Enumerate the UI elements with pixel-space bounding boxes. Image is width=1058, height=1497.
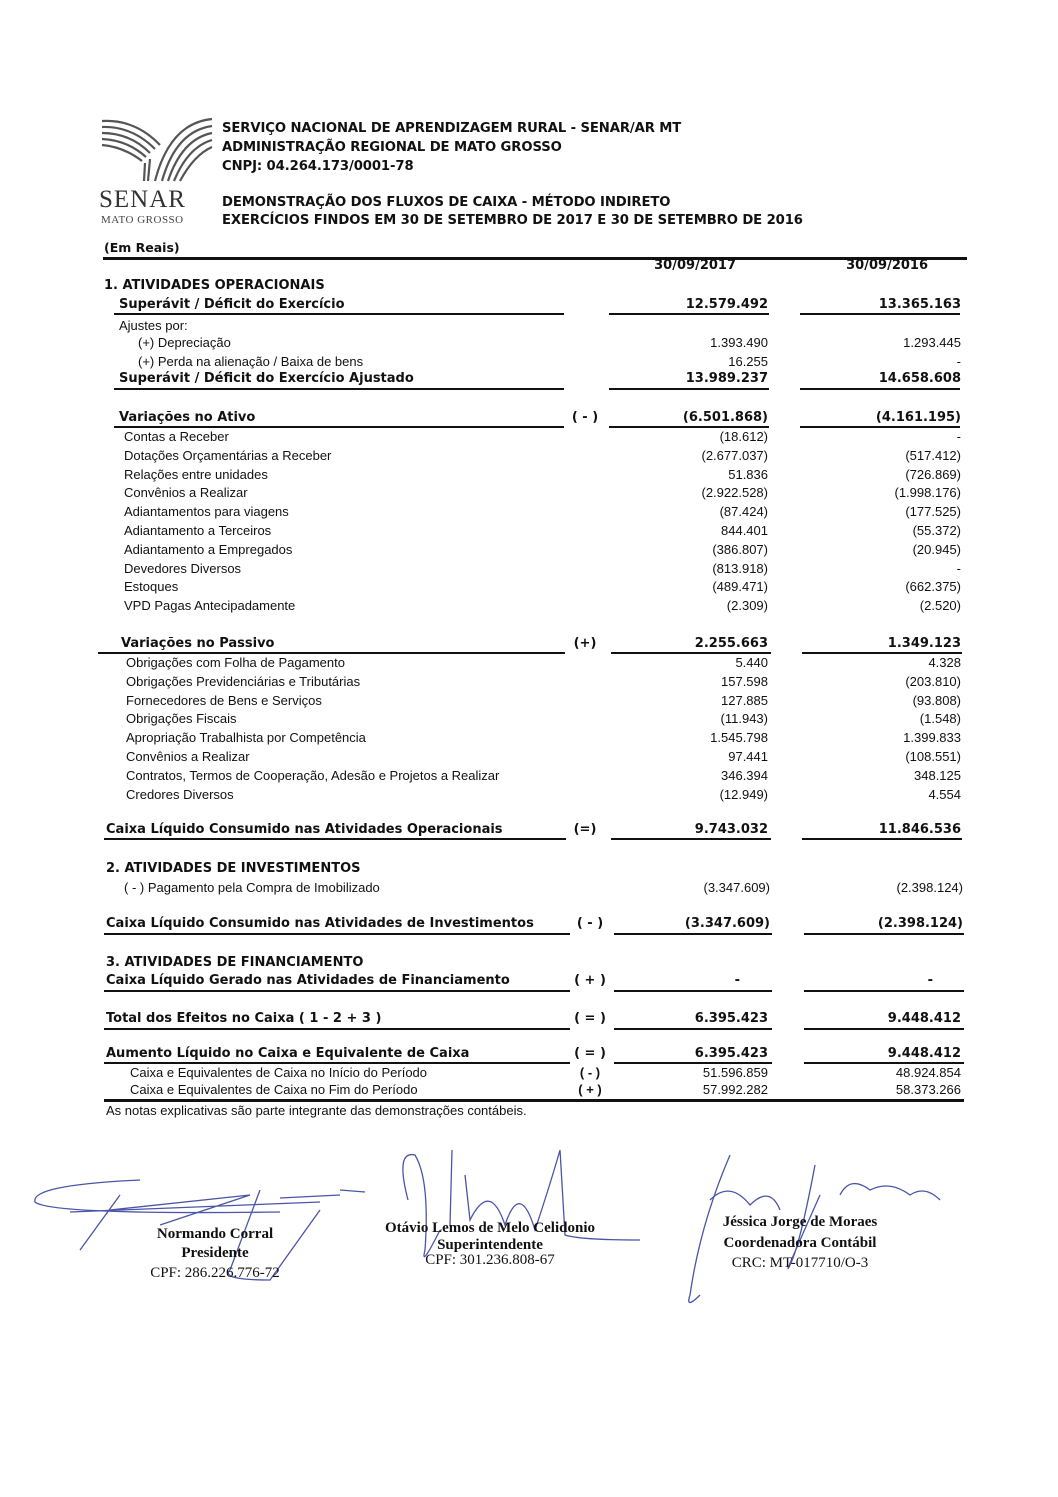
value-2017: (386.807) [712,541,768,557]
value-2017: (6.501.868) [682,410,768,425]
row-label: Estoques [124,579,179,595]
row-label: Total dos Efeitos no Caixa ( 1 - 2 + 3 ) [106,1011,382,1026]
rule [800,388,960,390]
value-2016: 4.554 [928,786,961,802]
value-2017: 57.992.282 [702,1082,768,1097]
operator-sign: ( - ) [579,1065,601,1080]
value-2016: (726.869) [905,466,961,482]
row-label: Adiantamento a Terceiros [124,523,272,538]
signatory-role: Superintendente [437,1237,543,1253]
value-2016: (108.551) [905,749,961,764]
value-2017: (813.918) [712,560,768,576]
row-label: Variações no Ativo [119,410,256,425]
value-2016: (662.375) [905,579,961,595]
rule [104,1028,570,1030]
row-label: Convênios a Realizar [126,749,250,764]
value-2017: 9.743.032 [694,822,768,837]
operator-sign: ( - ) [576,916,604,931]
signatory-name: Jéssica Jorge de Moraes [722,1214,878,1230]
rule [802,838,962,840]
rule [800,426,960,428]
row-label: VPD Pagas Antecipadamente [124,598,296,614]
row-label: Caixa Líquido Consumido nas Atividades de Investimentos [106,916,534,931]
signatory-document: CRC: MT-017710/O-3 [731,1255,869,1271]
footnote: As notas explicativas são parte integrante das demonstrações contábeis. [106,1103,527,1118]
value-2017: 97.441 [728,749,768,764]
rule [609,426,769,428]
value-2016: 14.658.608 [878,371,961,386]
cnpj: CNPJ: 04.264.173/0001-78 [222,159,414,174]
operator-sign: ( = ) [574,1046,606,1061]
value-2017: 2.255.663 [694,636,768,651]
column-header-2016: 30/09/2016 [846,258,928,273]
value-2017: (87.424) [719,504,768,520]
rule [804,1028,964,1030]
value-2016: 1.399.833 [903,730,961,746]
value-2016: - [956,560,961,576]
rule [611,652,771,654]
row-label: Dotações Orçamentárias a Receber [124,447,332,463]
value-2017: (2.677.037) [701,447,768,463]
value-2017: (11.943) [720,711,768,727]
rule [104,1062,570,1064]
value-2016: (177.525) [905,504,961,520]
value-2016: (2.398.124) [877,916,963,931]
value-2017: 51.836 [728,466,768,482]
value-2017: 6.395.423 [694,1011,768,1026]
rule [802,652,962,654]
value-2016: 1.349.123 [887,636,961,651]
row-label: Convênios a Realizar [124,485,248,501]
value-2016: (1.998.176) [894,485,961,501]
rule [804,990,964,992]
bottom-rule [104,1099,964,1102]
rule [609,388,769,390]
rule [614,990,772,992]
value-2016: (203.810) [905,673,961,689]
rule [104,990,570,992]
operator-sign: ( - ) [571,410,599,425]
value-2016: (517.412) [905,447,961,463]
value-2016: (2.398.124) [896,880,963,895]
operator-sign: (=) [573,822,597,837]
signatory-role: Presidente [181,1245,249,1261]
value-2016: 9.448.412 [887,1011,961,1026]
document-subtitle: EXERCÍCIOS FINDOS EM 30 DE SETEMBRO DE 2017 E 30 DE SETEMBRO DE 2016 [222,213,803,228]
rule [114,313,564,315]
row-label: Contratos, Termos de Cooperação, Adesão e Projetos a Realizar [126,767,500,783]
value-2017: 13.989.237 [685,371,768,386]
signatory-document: CPF: 301.236.808-67 [425,1252,555,1268]
row-label: Caixa e Equivalentes de Caixa no Início do Período [130,1065,428,1080]
value-2017: (18.612) [719,429,768,444]
row-label: Aumento Líquido no Caixa e Equivalente de Caixa [106,1046,470,1061]
signatory-name: Normando Corral [156,1226,274,1242]
operator-sign: (+) [573,636,597,651]
signatory-role: Coordenadora Contábil [723,1235,877,1251]
row-label: Ajustes por: [119,318,188,333]
value-2016: (4.161.195) [875,410,961,425]
row-label: (+) Perda na alienação / Baixa de bens [138,354,364,369]
currency-unit: (Em Reais) [104,240,180,255]
row-label: Caixa e Equivalentes de Caixa no Fim do Período [130,1082,418,1097]
row-label: (+) Depreciação [138,335,231,350]
operator-sign: ( + ) [578,1082,602,1097]
value-2016: 13.365.163 [878,297,961,312]
value-2017: (2.309) [726,598,768,614]
row-label: Credores Diversos [126,786,234,802]
value-2016: (1.548) [919,711,961,727]
rule [611,838,771,840]
value-2017: 16.255 [728,354,768,369]
row-label: Relações entre unidades [124,466,268,482]
value-2016: 9.448.412 [887,1046,961,1061]
row-label: Obrigações Fiscais [126,711,237,727]
rule [804,1062,964,1064]
rule [614,1028,772,1030]
value-2017: 51.596.859 [702,1065,768,1080]
row-label: Devedores Diversos [124,560,242,576]
rule [104,933,570,935]
operator-sign: ( = ) [574,1011,606,1026]
rule [614,933,772,935]
value-2016: (20.945) [912,541,961,557]
value-2016: - [927,973,933,988]
value-2017: 157.598 [721,673,768,689]
value-2016: (93.808) [912,692,961,708]
value-2016: 58.373.266 [895,1082,961,1097]
document-title: DEMONSTRAÇÃO DOS FLUXOS DE CAIXA - MÉTODO INDIRETO [222,195,671,210]
row-label: Superávit / Déficit do Exercício Ajustado [119,371,414,386]
value-2017: 127.885 [721,692,768,708]
section-title: 3. ATIVIDADES DE FINANCIAMENTO [106,955,364,970]
rule [804,933,964,935]
rule [614,1062,772,1064]
value-2017: (3.347.609) [684,916,770,931]
value-2016: (2.520) [919,598,961,614]
rule [104,838,566,840]
row-label: Contas a Receber [124,429,229,444]
rule [114,388,564,390]
rule [114,426,564,428]
value-2017: 12.579.492 [685,297,768,312]
value-2017: 1.545.798 [710,730,768,746]
value-2017: 1.393.490 [710,335,768,350]
org-admin: ADMINISTRAÇÃO REGIONAL DE MATO GROSSO [222,140,562,155]
value-2017: (489.471) [712,579,768,595]
rule [98,652,565,654]
operator-sign: ( + ) [574,973,606,988]
value-2016: (55.372) [912,523,961,538]
row-label: Apropriação Trabalhista por Competência [126,730,366,746]
value-2017: 5.440 [735,655,768,670]
rule [609,313,769,315]
row-label: Superávit / Déficit do Exercício [119,297,345,312]
row-label: Obrigações Previdenciárias e Tributárias [126,673,361,689]
row-label: Caixa Líquido Gerado nas Atividades de Financiamento [106,973,510,988]
row-label: ( - ) Pagamento pela Compra de Imobilizado [124,880,380,895]
section-title: 2. ATIVIDADES DE INVESTIMENTOS [106,861,361,876]
value-2017: (2.922.528) [701,485,768,501]
row-label: Variações no Passivo [121,636,275,651]
org-name: SERVIÇO NACIONAL DE APRENDIZAGEM RURAL - SENAR/AR MT [222,121,682,136]
row-label: Caixa Líquido Consumido nas Atividades Operacionais [106,822,503,837]
value-2017: - [734,973,740,988]
value-2016: 1.293.445 [903,335,961,350]
value-2017: 844.401 [721,523,768,538]
value-2016: 4.328 [928,655,961,670]
value-2016: 348.125 [914,767,961,783]
value-2017: (12.949) [719,786,768,802]
row-label: Adiantamentos para viagens [124,504,289,520]
value-2017: 346.394 [721,767,768,783]
signatory-name: Otávio Lemos de Melo Celidonio [385,1220,595,1236]
section-title: 1. ATIVIDADES OPERACIONAIS [104,278,325,293]
rule [800,313,960,315]
value-2016: - [956,429,961,444]
logo-wordmark: SENAR [99,186,186,213]
value-2017: 6.395.423 [694,1046,768,1061]
logo-subtitle: MATO GROSSO [101,214,184,226]
signatory-document: CPF: 286.226.776-72 [150,1265,280,1281]
value-2017: (3.347.609) [703,880,770,895]
row-label: Obrigações com Folha de Pagamento [126,655,345,670]
value-2016: 48.924.854 [895,1065,961,1080]
value-2016: - [956,354,961,369]
row-label: Adiantamento a Empregados [124,541,293,557]
value-2016: 11.846.536 [878,822,961,837]
row-label: Fornecedores de Bens e Serviços [126,692,322,708]
column-header-2017: 30/09/2017 [654,258,736,273]
senar-logo-icon [100,115,215,185]
